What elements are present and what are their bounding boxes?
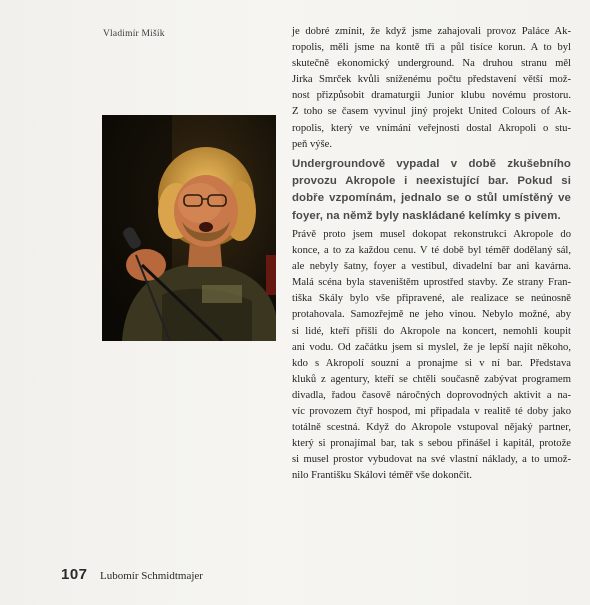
text-line: Z toho se časem vyvinul jiný projekt United Colours of Ak- xyxy=(292,106,571,118)
pull-quote-line: dobře vzpomínám, jednalo se o stůl umístěný ve xyxy=(292,192,571,205)
text-line: si musel prostor vybudovat na své vlastní náklady, a to umož- xyxy=(292,454,571,466)
text-line: ropolis, měli jsme na kontě tři a půl tisíce korun. A to byl xyxy=(292,42,571,54)
singer-photo-illustration xyxy=(102,115,276,341)
text-line: divadla, řadou časově náročných doprovodných aktivit a na- xyxy=(292,389,571,401)
text-line: tiška Skály bylo vše připravené, ale realizace se neúnosně xyxy=(292,293,571,305)
text-line: peň výše. xyxy=(292,138,333,150)
text-line: totálně scestná. Když do Akropole vstupoval nějaký partner, xyxy=(292,422,571,434)
text-line: kluků z agentury, kteří se chtěli současně zabývat programem xyxy=(292,373,571,385)
text-line: konce, a to za každou cenu. V té době byl téměř dodělaný sál, xyxy=(292,245,571,257)
pull-quote-line: Undergroundově vypadal v době zkušebního xyxy=(292,158,571,170)
text-line: nilo Františku Skálovi téměř vše dokončit. xyxy=(292,470,473,482)
text-line: Právě proto jsem musel dokopat rekonstrukci Akropole do xyxy=(292,229,571,240)
paragraph-top xyxy=(292,24,571,153)
text-line: Jirka Smrček kvůli sníženému počtu představení větší mož- xyxy=(292,74,571,86)
pull-quote-line: provozu Akropole i neexistující bar. Pokud si xyxy=(292,175,571,188)
text-line: protahovala. Samozřejmě ne jeho vinou. Nebylo možné, aby xyxy=(292,309,571,321)
text-line: Malá scéna byla staveništěm uprostřed stavby. Ze strany Fran- xyxy=(292,277,571,289)
text-line: nost přizpůsobit dramaturgii Junior klubu novému prostoru. xyxy=(292,90,571,102)
text-line: si lidé, kteří přišli do Akropole na koncert, nemohli koupit xyxy=(292,325,571,337)
text-line: který si pronajímal bar, tak s sebou přinášel i kapitál, protože xyxy=(292,438,571,450)
pull-quote xyxy=(292,156,571,225)
paragraph-bottom xyxy=(292,227,571,485)
text-line: ani vodu. Od začátku jsem si myslel, že je lepší najít někoho, xyxy=(292,341,571,353)
page-number: 107 xyxy=(61,566,88,583)
pull-quote-line: foyer, na němž byly naskládané kelímky s pivem. xyxy=(292,209,561,222)
concert-photo xyxy=(102,115,276,341)
body-text-bottom xyxy=(292,227,571,485)
text-line: kdo s Akropolí souzní a pronajme si v ní bar. Představa xyxy=(292,357,571,369)
body-text-top xyxy=(292,24,571,153)
text-line: ale nebyly šatny, foyer a vestibul, divadelní bar ani kavárna. xyxy=(292,261,571,273)
text-line: skutečně ekonomický underground. Na druhou stranu měl xyxy=(292,58,571,70)
text-line: víc provozem čtyř hospod, mi připadala v realitě té doby jako xyxy=(292,406,571,418)
text-line: ropolis, který ve vnímání veřejnosti dostal Akropoli o stu- xyxy=(292,122,571,134)
text-line: je dobré zmínit, že když jsme zahajovali provoz Paláce Ak- xyxy=(292,26,571,37)
running-head: Vladimír Mišík xyxy=(103,29,165,39)
footer-author: Lubomír Schmidtmajer xyxy=(100,570,203,582)
